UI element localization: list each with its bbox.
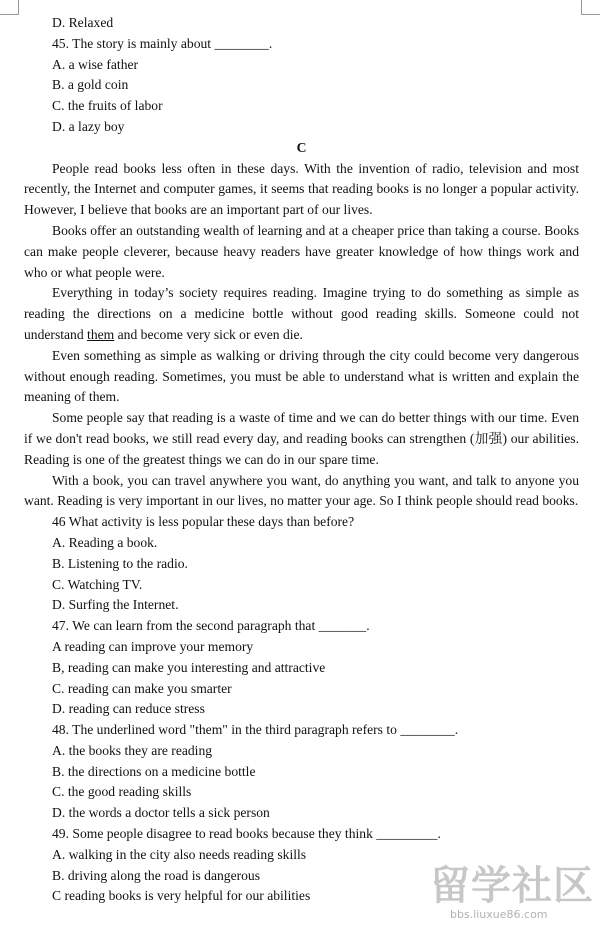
q49-option-a: A. walking in the city also needs reading skills [52, 846, 307, 862]
document-page [24, 13, 579, 907]
q48-option-d: D. the words a doctor tells a sick person [52, 805, 270, 821]
site-watermark [430, 864, 610, 936]
paragraph-3-text-end: and become very sick or even die. [114, 326, 303, 342]
q46-option-d: D. Surfing the Internet. [52, 597, 179, 613]
passage-paragraph-2: Books offer an outstanding wealth of learning and at a cheaper price than taking a course. Books can make people cleverer, because heavy readers have greater knowledge of how things work and who or what people were. [24, 222, 579, 280]
q46-stem: 46 What activity is less popular these days than before? [52, 514, 355, 530]
q49-stem: 49. Some people disagree to read books because they think _________. [52, 826, 441, 842]
q46-option-a: A. Reading a book. [52, 534, 158, 550]
q48-option-c: C. the good reading skills [52, 784, 192, 800]
underlined-word-them: them [87, 326, 115, 342]
watermark-logo: 留学社区 [430, 863, 594, 909]
q47-option-b: B, reading can make you interesting and attractive [52, 659, 326, 675]
q49-option-c: C reading books is very helpful for our abilities [52, 888, 311, 904]
q47-option-c: C. reading can make you smarter [52, 680, 232, 696]
passage-paragraph-5: Some people say that reading is a waste of time and we can do better things with our time. Even if we don't read books, we still read every day, and reading books can strengthen (加强) our abilities. Reading is one of the greatest things we can do in our spare time. [24, 410, 579, 467]
q47-option-d: D. reading can reduce stress [52, 701, 205, 717]
section-heading: C [296, 139, 307, 155]
q45-option-a: A. a wise father [52, 56, 139, 72]
q44-option-d: D. Relaxed [52, 15, 114, 30]
q46-option-b: B. Listening to the radio. [52, 555, 188, 571]
paragraph-3-text-start: Everything in today’s society requires reading. Imagine trying to do something as simple as reading the directions on a medicine bottle without good reading skills. Someone could not understand [24, 285, 579, 342]
watermark-url: bbs.liuxue86.com [450, 908, 548, 921]
q48-stem: 48. The underlined word "them" in the third paragraph refers to ________. [52, 722, 459, 738]
passage-paragraph-3 [24, 283, 579, 345]
passage-paragraph-4: Even something as simple as walking or driving through the city could become very dangerous without enough reading. Sometimes, you must be able to understand what is written and explain the meaning of them. [24, 347, 579, 405]
q45-option-b: B. a gold coin [52, 77, 129, 93]
q48-option-b: B. the directions on a medicine bottle [52, 763, 256, 779]
q48-option-a: A. the books they are reading [52, 742, 213, 758]
q47-option-a: A reading can improve your memory [52, 638, 254, 654]
passage-paragraph-6: With a book, you can travel anywhere you want, do anything you want, and talk to anyone you want. Reading is very important in our lives, no matter your age. So I think people should read books. [24, 472, 579, 509]
q49-option-b: B. driving along the road is dangerous [52, 867, 261, 883]
q46-option-c: C. Watching TV. [52, 576, 143, 592]
q45-stem: 45. The story is mainly about ________. [52, 35, 273, 51]
passage-paragraph-1: People read books less often in these days. With the invention of radio, television and most recently, the Internet and computer games, it seems that reading books is no longer a popular activity. However, I believe that books are an important part of our lives. [24, 160, 579, 218]
q47-stem: 47. We can learn from the second paragraph that _______. [52, 618, 370, 634]
page-corner-mark-right [581, 0, 600, 15]
page-corner-mark-left [0, 0, 19, 15]
q45-option-d: D. a lazy boy [52, 118, 125, 134]
q45-option-c: C. the fruits of labor [52, 98, 163, 114]
